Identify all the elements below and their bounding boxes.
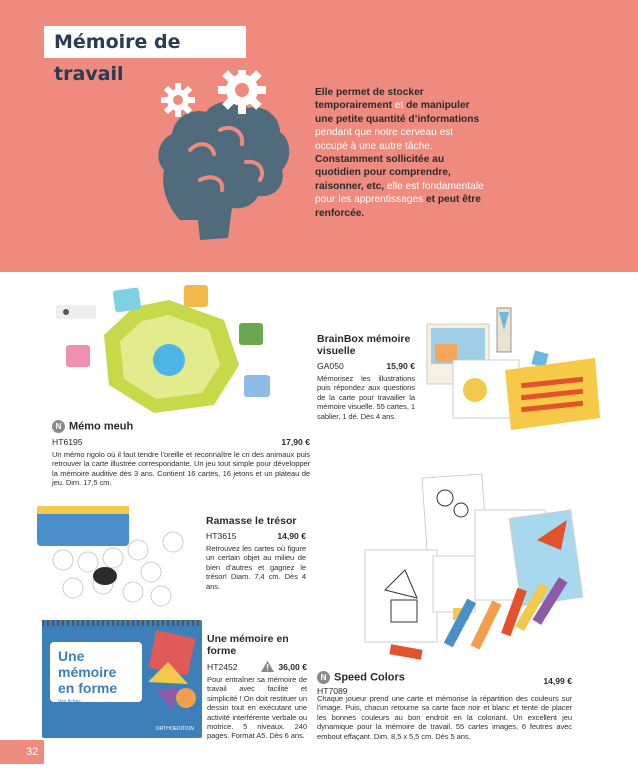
intro-text: Elle permet de stocker temporairement et de manipuler une petite quantité d’informations pendant que notre cerveau est occupé à une autre tâche. Constamment sollicitée au quotidien pour comprendre, raisonner, etc, elle est fondamentale pour les apprentissages et peut être renforcée. <box>315 87 484 219</box>
product-une-memoire-en-forme <box>207 633 307 741</box>
product-ref: HT3615 <box>206 531 237 541</box>
product-price: 36,00 € <box>278 661 307 672</box>
cover-subtitle: Vos fiches... <box>58 699 85 705</box>
product-ref: GA050 <box>317 361 344 371</box>
product-name: BrainBox mémoire visuelle <box>317 333 411 357</box>
product-speed-colors <box>317 671 572 741</box>
product-description: Chaque joueur prend une carte et mémorise la répartition des couleurs sur l’image. Puis, chacun retourne sa carte face noir et blanc et tente de placer les bonnes couleurs au bon endroit en la coloriant. Un excellent jeu dynamique pour la mémoire de travail. 55 cartes images, 6 feutres avec embout effaçant. Dim. 8,5 x 5,5 cm. Dès 5 ans. <box>317 694 572 741</box>
brainbox-image <box>425 300 600 440</box>
product-description: Pour entraîner sa mémoire de travail avec facilité et simplicité ! On doit restituer un dessin tout en exécutant une activité interférente verbale ou motrice. 5 niveaux. 240 pages. Format A5. Dès 6 ans. <box>207 675 307 741</box>
product-name: Ramasse le trésor <box>206 515 297 527</box>
warning-triangle-icon <box>261 661 274 672</box>
brain-gears-illustration <box>150 70 300 250</box>
product-ref: HT2452 <box>207 661 238 672</box>
product-name: Speed Colors <box>334 671 405 684</box>
product-price: 14,99 € <box>543 676 572 686</box>
product-price: 17,90 € <box>281 437 310 447</box>
product-name: Mémo meuh <box>69 420 134 433</box>
product-description: Mémorisez les illustrations puis répondez aux questions de la carte pour travailler la mémoire visuelle. 55 cartes, 1 sablier, 1 dé. Dès 4 ans. <box>317 374 415 421</box>
brain-shape <box>158 102 289 240</box>
product-name: Une mémoire en forme <box>207 633 289 657</box>
product-ramasse-le-tresor <box>206 515 306 591</box>
product-ref: HT7089 <box>317 686 348 696</box>
product-description: Retrouvez les cartes où figure un certain objet au milieu de bien d’autres et gagnez le trésor! Diam. 7,4 cm. Dès 4 ans. <box>206 544 306 591</box>
une-memoire-en-forme-cover <box>42 620 202 738</box>
cover-brand: ORTHOEDITION <box>155 726 194 732</box>
page-number: 32 <box>0 740 44 764</box>
shapes-icon <box>138 630 200 714</box>
section-title-tab <box>44 26 246 85</box>
ramasse-le-tresor-image <box>33 500 203 610</box>
product-price: 14,90 € <box>277 531 306 541</box>
product-description: Un mémo rigolo où il faut tendre l’oreille et reconnaître le cri des animaux puis retrouver la carte illustrée correspondante. Un jeu tout simple pour développer la mémoire auditive dès 3 ans. Contient 16 cartes, 16 jetons et un plateau de jeu. Dim. 17,5 cm. <box>52 450 310 488</box>
memo-meuh-image <box>44 285 294 420</box>
new-badge: N <box>52 420 65 433</box>
product-memo-meuh <box>52 420 310 488</box>
gear-icon-small <box>161 83 195 117</box>
section-title: Mémoire de travail <box>54 31 181 85</box>
cover-title: Une mémoire en forme <box>58 648 118 696</box>
product-brainbox <box>317 333 415 421</box>
product-price: 15,90 € <box>386 361 415 371</box>
product-ref: HT6195 <box>52 437 83 447</box>
new-badge: N <box>317 671 330 684</box>
speed-colors-image <box>305 470 605 670</box>
